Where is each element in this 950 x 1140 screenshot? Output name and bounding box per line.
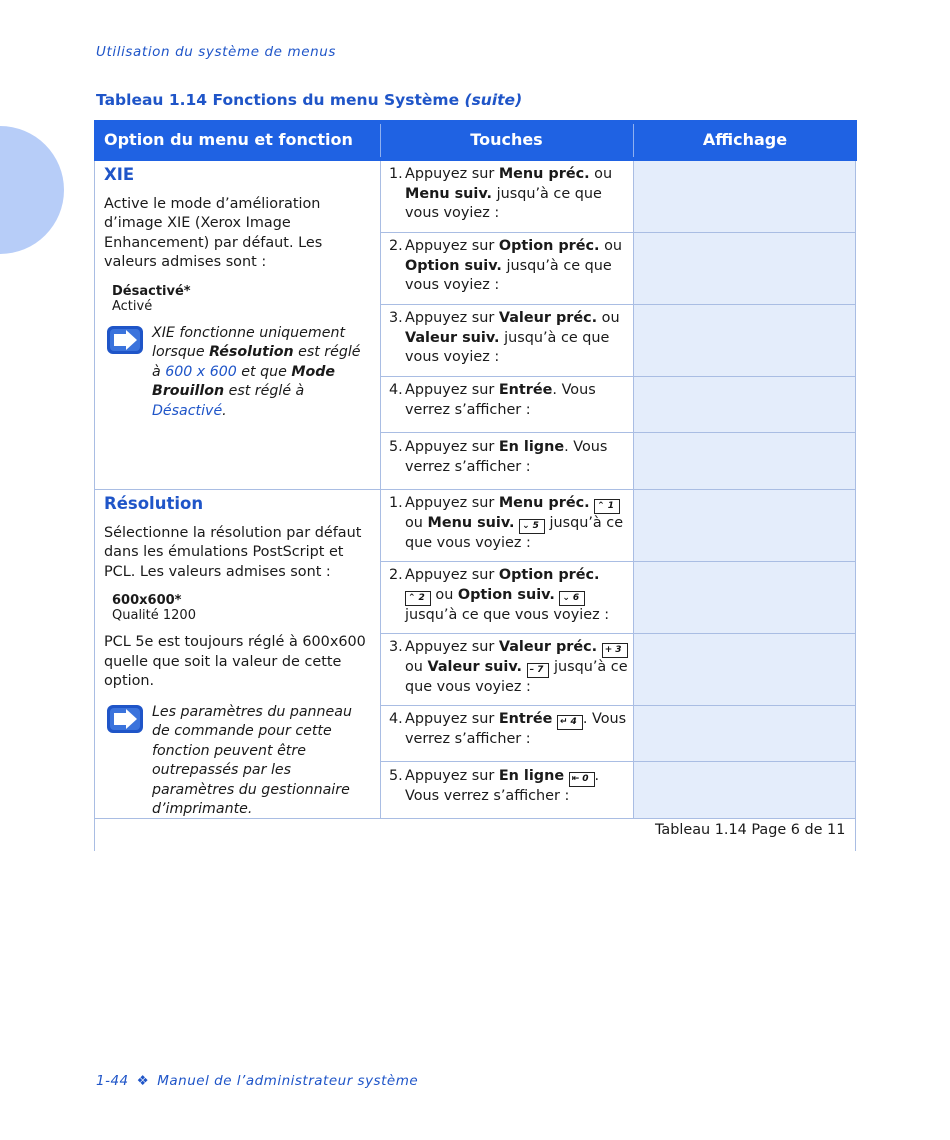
xie-step <box>389 309 629 368</box>
header-option: Option du menu et fonction <box>104 130 353 149</box>
section-tab-decoration <box>0 126 64 254</box>
header-touches: Touches <box>470 130 543 149</box>
grid-line <box>380 561 856 562</box>
step-text: jusqu’à ce que vous voyiez : <box>405 257 612 293</box>
grid-line <box>94 489 856 490</box>
step-key-name: En ligne <box>498 768 565 784</box>
resolution-note-text: Les paramètres du panneau de commande pour cette fonction peuvent être outrepassés par les paramètres du gestionnaire d’imprimante. <box>152 703 352 817</box>
step-text: jusqu’à ce que vous voyiez : <box>405 329 610 365</box>
step-key-name: Option préc. <box>498 567 600 583</box>
step-number: 3. <box>389 310 403 326</box>
step-text: ou <box>599 238 622 254</box>
grid-line <box>94 161 95 851</box>
step-text: Appuyez sur <box>405 495 499 511</box>
step-text: Appuyez sur <box>405 639 499 655</box>
running-head: Utilisation du système de menus <box>96 44 337 60</box>
note-arrow-icon <box>106 325 144 362</box>
xie-note-text: et que <box>236 363 292 380</box>
grid-line <box>855 161 856 851</box>
page-number: 1-44 <box>96 1073 129 1089</box>
menu-next-key-icon: ⌄5 <box>519 519 545 534</box>
step-key-name: Option suiv. <box>405 257 502 274</box>
step-key-name: Valeur suiv. <box>427 659 523 675</box>
step-text: Appuyez sur <box>405 382 499 398</box>
xie-note-text: . <box>222 402 227 419</box>
resolution-option-cell <box>104 494 372 820</box>
xie-note-text: est réglé à <box>224 383 305 399</box>
enter-key-icon: ↵4 <box>557 715 583 730</box>
value-next-key-icon: –7 <box>527 663 550 678</box>
xie-value-other: Activé <box>112 298 153 314</box>
step-number: 4. <box>389 382 403 398</box>
step-text: . Vous verrez s’afficher : <box>405 711 627 747</box>
xie-step <box>389 381 629 420</box>
step-key-name: En ligne <box>498 439 565 455</box>
step-text: Appuyez sur <box>405 711 499 727</box>
diamond-icon: ❖ <box>136 1073 150 1089</box>
table-title-suite: (suite) <box>464 91 523 109</box>
xie-values <box>112 284 372 314</box>
step-text: jusqu’à ce que vous voyiez : <box>405 606 610 623</box>
step-key-name: Menu suiv. <box>405 185 492 202</box>
manual-title: Manuel de l’administrateur système <box>157 1073 419 1089</box>
step-text: . Vous verrez s’afficher : <box>405 382 596 418</box>
xie-note-link-resolution[interactable]: 600 x 600 <box>165 363 237 380</box>
resolution-value-default: 600x600* <box>112 593 182 608</box>
step-text: Appuyez sur <box>405 768 499 784</box>
step-text: . Vous verrez s’afficher : <box>405 439 608 475</box>
step-text: Appuyez sur <box>405 166 499 182</box>
resolution-value-other: Qualité 1200 <box>112 608 196 623</box>
step-text: ou <box>597 310 620 326</box>
header-affichage: Affichage <box>702 130 788 149</box>
note-arrow-icon <box>106 704 144 741</box>
step-key-name: Menu préc. <box>498 495 590 511</box>
grid-line <box>380 432 856 433</box>
resolution-step <box>389 494 629 554</box>
table-header <box>94 120 857 161</box>
resolution-title: Résolution <box>104 494 204 513</box>
xie-value-default: Désactivé* <box>112 283 191 299</box>
option-prev-key-icon: ⌃2 <box>405 591 431 606</box>
option-next-key-icon: ⌄6 <box>559 591 585 606</box>
step-key-name: Menu suiv. <box>427 515 515 531</box>
step-number: 5. <box>389 439 403 455</box>
resolution-step <box>389 566 629 625</box>
grid-line <box>380 232 856 233</box>
resolution-step <box>389 710 629 750</box>
step-text: ou <box>405 659 428 675</box>
page-footer <box>96 1073 418 1089</box>
step-text: Appuyez sur <box>405 567 499 583</box>
xie-description: Active le mode d’amélioration d’image XIE (Xerox Image Enhancement) par défaut. Les valeurs admises sont : <box>104 195 323 270</box>
step-number: 4. <box>389 711 403 727</box>
step-key-name: Entrée <box>498 382 553 398</box>
xie-option-cell <box>104 165 372 421</box>
table-title <box>96 91 522 109</box>
step-key-name: Menu préc. <box>498 166 590 182</box>
step-text: jusqu’à ce que vous voyiez : <box>405 515 624 551</box>
step-number: 1. <box>389 495 403 511</box>
value-prev-key-icon: +3 <box>602 643 628 658</box>
step-key-name: Valeur suiv. <box>405 329 500 346</box>
step-text: jusqu’à ce que vous voyiez : <box>405 185 602 221</box>
step-text: ou <box>430 586 458 603</box>
xie-step <box>389 438 629 477</box>
resolution-note <box>104 703 372 820</box>
xie-note-text: XIE fonctionne uniquement lorsque <box>152 324 346 360</box>
step-number: 2. <box>389 567 403 583</box>
step-key-name: Valeur préc. <box>498 639 598 655</box>
step-text: ou <box>589 166 613 182</box>
step-key-name: Option suiv. <box>457 586 555 603</box>
step-key-name: Option préc. <box>498 238 600 254</box>
xie-step <box>389 165 629 224</box>
resolution-step <box>389 767 629 807</box>
grid-line <box>380 633 856 634</box>
xie-note-text: est réglé à <box>152 344 361 380</box>
step-text: Appuyez sur <box>405 310 499 326</box>
xie-note-link-desactive[interactable]: Désactivé <box>152 402 223 419</box>
grid-line <box>380 761 856 762</box>
table-title-main: Tableau 1.14 Fonctions du menu Système <box>96 91 465 109</box>
resolution-step <box>389 638 629 698</box>
menu-prev-key-icon: ⌃1 <box>594 499 620 514</box>
grid-line <box>380 705 856 706</box>
step-text: . Vous verrez s’afficher : <box>405 768 600 804</box>
step-text: ou <box>405 515 428 531</box>
online-key-icon: ⇤0 <box>569 772 595 787</box>
step-number: 5. <box>389 768 403 784</box>
xie-step <box>389 237 629 296</box>
table-page-reference: Tableau 1.14 Page 6 de 11 <box>655 822 846 838</box>
step-number: 3. <box>389 639 403 655</box>
resolution-description: Sélectionne la résolution par défaut dans les émulations PostScript et PCL. Les valeurs admises sont : <box>104 524 362 580</box>
step-text: Appuyez sur <box>405 439 499 455</box>
xie-note-bold: Mode Brouillon <box>152 363 336 399</box>
grid-line <box>380 376 856 377</box>
step-text: Appuyez sur <box>405 238 499 254</box>
resolution-values <box>112 593 372 623</box>
xie-note <box>104 324 372 422</box>
xie-note-bold: Résolution <box>209 344 294 360</box>
step-number: 2. <box>389 238 403 254</box>
step-key-name: Entrée <box>498 711 553 727</box>
xie-title: XIE <box>104 165 135 184</box>
step-text: jusqu’à ce que vous voyiez : <box>405 659 628 695</box>
step-number: 1. <box>389 166 403 182</box>
resolution-pcl-note: PCL 5e est toujours réglé à 600x600 quelle que soit la valeur de cette option. <box>104 634 366 689</box>
grid-line <box>380 304 856 305</box>
step-key-name: Valeur préc. <box>498 310 598 326</box>
